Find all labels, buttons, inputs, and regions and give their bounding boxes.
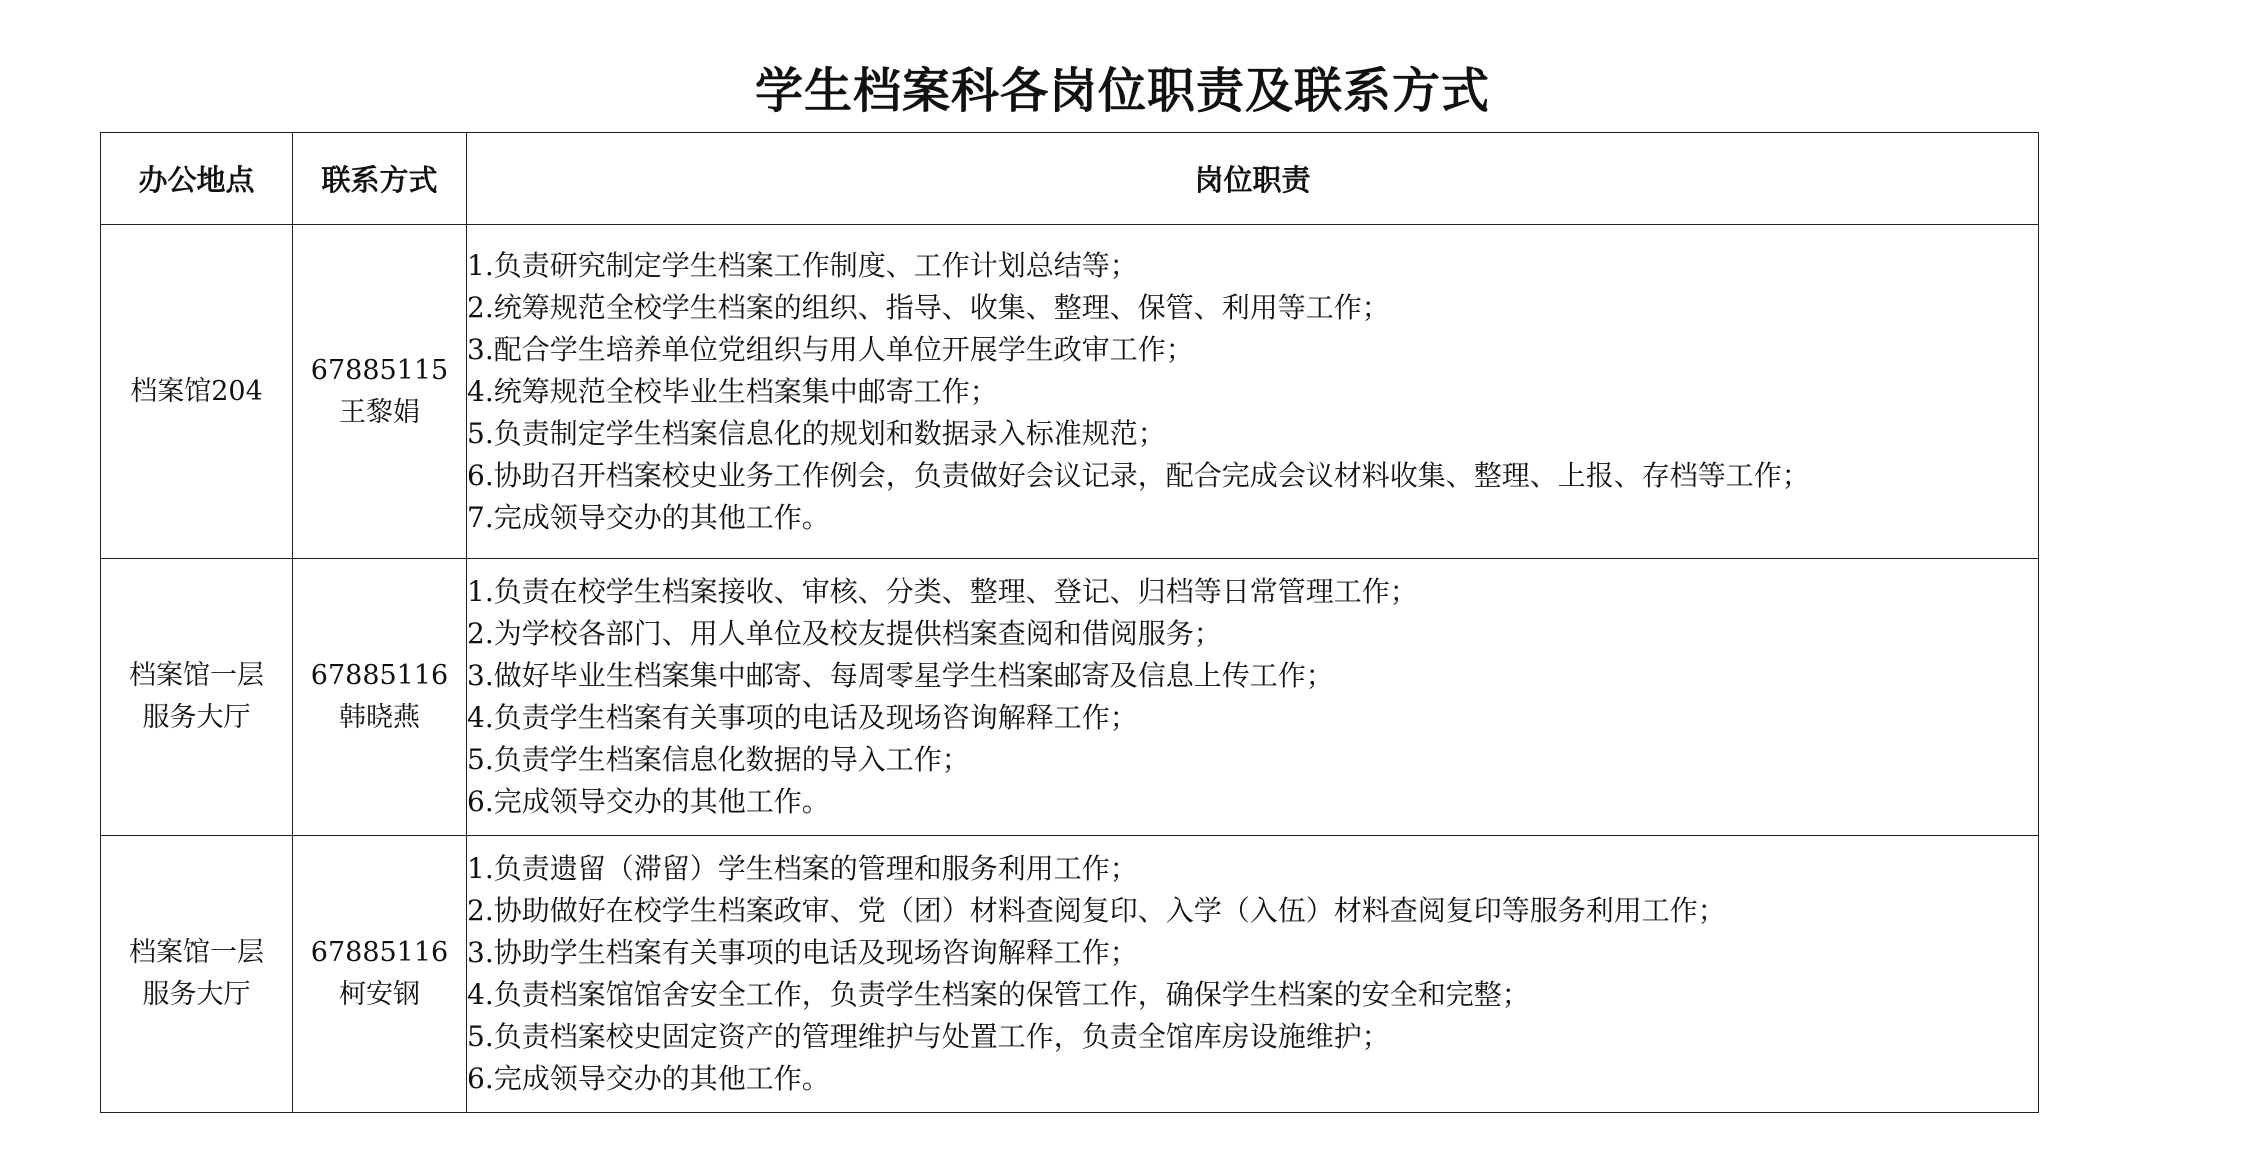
- location-text: 档案馆一层: [129, 660, 264, 691]
- phone-number: 67885115: [310, 354, 449, 386]
- duty-item: 1.负责在校学生档案接收、审核、分类、整理、登记、归档等日常管理工作；: [467, 575, 1418, 608]
- table-row: [101, 559, 2039, 836]
- duty-item: 3.配合学生培养单位党组织与用人单位开展学生政审工作；: [467, 332, 1194, 366]
- duty-item: 7.完成领导交办的其他工作。: [467, 500, 830, 534]
- duty-item: 4.负责档案馆馆舍安全工作，负责学生档案的保管工作，确保学生档案的安全和完整；: [467, 978, 1530, 1011]
- location-text: 服务大厅: [142, 702, 251, 733]
- location-text: 档案馆204: [130, 375, 263, 407]
- duty-item: 4.统筹规范全校毕业生档案集中邮寄工作；: [467, 374, 998, 408]
- contact-cell: [293, 836, 467, 1113]
- duties-cell: [467, 836, 2039, 1113]
- location-text: 档案馆一层: [129, 937, 264, 968]
- location-text: 服务大厅: [142, 979, 251, 1010]
- location-cell: [101, 836, 293, 1113]
- duty-item: 5.负责档案校史固定资产的管理维护与处置工作，负责全馆库房设施维护；: [467, 1020, 1390, 1053]
- page-title: 学生档案科各岗位职责及联系方式: [754, 63, 1490, 119]
- duty-item: 2.统筹规范全校学生档案的组织、指导、收集、整理、保管、利用等工作；: [467, 290, 1390, 324]
- table-header-row: [101, 133, 2039, 225]
- duty-item: 3.做好毕业生档案集中邮寄、每周零星学生档案邮寄及信息上传工作；: [467, 659, 1334, 692]
- table-row: [101, 836, 2039, 1113]
- duty-item: 5.负责学生档案信息化数据的导入工作；: [467, 743, 970, 776]
- location-cell: [101, 225, 293, 559]
- phone-number: 67885116: [310, 660, 449, 691]
- duty-item: 2.为学校各部门、用人单位及校友提供档案查阅和借阅服务；: [467, 617, 1222, 650]
- contact-cell: [293, 559, 467, 836]
- duty-item: 2.协助做好在校学生档案政审、党（团）材料查阅复印、入学（入伍）材料查阅复印等服务利用工作；: [467, 894, 1726, 927]
- duty-item: 6.协助召开档案校史业务工作例会，负责做好会议记录，配合完成会议材料收集、整理、上报、存档等工作；: [467, 458, 1810, 492]
- contact-person: 柯安钢: [339, 979, 420, 1010]
- header-duties: 岗位职责: [467, 133, 2039, 225]
- duty-item: 5.负责制定学生档案信息化的规划和数据录入标准规范；: [467, 416, 1166, 450]
- duty-item: 1.负责遗留（滞留）学生档案的管理和服务利用工作；: [467, 852, 1138, 885]
- contact-cell: [293, 225, 467, 559]
- duty-item: 1.负责研究制定学生档案工作制度、工作计划总结等；: [467, 248, 1138, 282]
- duty-item: 6.完成领导交办的其他工作。: [467, 1062, 830, 1095]
- contact-person: 王黎娟: [339, 396, 420, 428]
- duties-cell: [467, 559, 2039, 836]
- duty-item: 4.负责学生档案有关事项的电话及现场咨询解释工作；: [467, 701, 1138, 734]
- duty-item: 6.完成领导交办的其他工作。: [467, 785, 830, 818]
- header-contact: 联系方式: [293, 133, 467, 225]
- duties-table: [100, 132, 2039, 1113]
- location-cell: [101, 559, 293, 836]
- phone-number: 67885116: [310, 937, 449, 968]
- header-location: 办公地点: [101, 133, 293, 225]
- contact-person: 韩晓燕: [339, 702, 420, 733]
- duty-item: 3.协助学生档案有关事项的电话及现场咨询解释工作；: [467, 936, 1138, 969]
- duties-cell: [467, 225, 2039, 559]
- table-row: [101, 225, 2039, 559]
